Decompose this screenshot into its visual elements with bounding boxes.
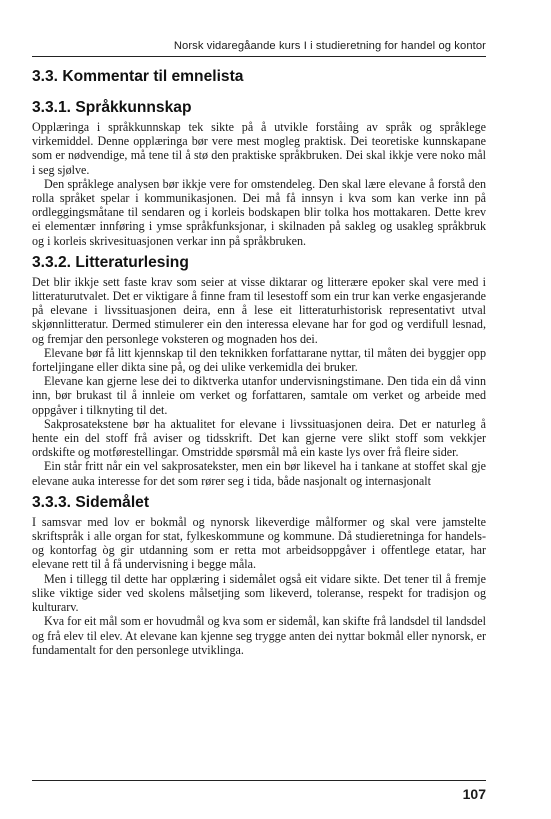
paragraph: Sakprosatekstene bør ha aktualitet for elevane i livssituasjonen deira. Det er naturleg å hente ein del stoff frå aviser og tidsskrift. Det kan gjerne vere slikt stoff som vekkjer ordskifte og motførestellingar. Omstridde spørsmål må ein kaste lys over frå fleire sider. xyxy=(32,416,486,460)
section-heading: 3.3.2. Litteraturlesing xyxy=(32,253,189,271)
section-heading: 3.3.1. Språkkunnskap xyxy=(32,99,192,116)
paragraph: Det blir ikkje sett faste krav som seier at visse diktarar og litterære epoker skal vere med i litteraturutvalet. Det er viktigare å finne fram til lesestoff som ein trur kan verke engasjerande på elevane i livssituasjonen deira, enn å lese eit litteraturhistorisk representativt utval skjønnlitteratur. Dermed stimulerer ein den interessa elevane har for god og verdifull lesnad, og fremjar den personlege voksteren og mognaden hos dei. xyxy=(32,274,486,346)
running-header: Norsk vidaregåande kurs I i studieretning for handel og kontor xyxy=(173,40,486,52)
paragraph: Men i tillegg til dette har opplæring i sidemålet også eit vidare sikte. Det tener til å fremje slike viktige sider ved skolens målsetjing som likeverd, toleranse, respekt for tradisjon og kulturarv. xyxy=(32,571,486,615)
section-sidemalet xyxy=(32,494,486,657)
chapter-heading: 3.3. Kommentar til emnelista xyxy=(32,68,244,85)
book-page xyxy=(32,0,486,819)
paragraph: Ein står fritt når ein vel sakprosatekster, men ein bør likevel ha i tankane at stoffet skal gje elevane auka interesse for det som rører seg i tida, både nasjonalt og internasjonalt xyxy=(32,459,486,488)
section-litteraturlesing xyxy=(32,254,486,488)
paragraph: Den språklege analysen bør ikkje vere for omstendeleg. Den skal lære elevane å forstå den rolla språket spelar i kommunikasjonen. Dei må få innsyn i kva som kan verke inn på ordleggingsmåtane til sendaren og i korleis bodskapen blir tolka hos mottakaren. Dette krev ei elementær innføring i ymse språkfunksjonar, i skilnaden på sakleg og usakleg språkbruk og i korleis skrivesituasjonen verkar inn på språkbruken. xyxy=(32,176,486,248)
paragraph: Elevane bør få litt kjennskap til den teknikken forfattarane nyttar, til måten dei byggjer opp forteljingane eller dikta sine på, og dei ulike verkemidla dei bruker. xyxy=(32,345,486,375)
paragraph: I samsvar med lov er bokmål og nynorsk likeverdige målformer og skal vere jamstelte skriftspråk i alle organ for stat, fylkeskommune og kommune. Då studieretninga for handels- og kontorfag òg gir utdanning som er retta mot arbeidsoppgåver i offentlege etatar, har elevane rett til å få undervisning i begge måla. xyxy=(32,514,486,572)
section-heading: 3.3.3. Sidemålet xyxy=(32,493,150,511)
footer-rule xyxy=(32,780,486,781)
page-content xyxy=(32,68,486,657)
page-number: 107 xyxy=(462,786,486,802)
paragraph: Elevane kan gjerne lese dei to diktverka utanfor undervisningstimane. Den tida ein då vinn inn, bør brukast til å innleie om verket og forfattaren, samtale om verket og arbeide med oppgåver i tilknyting til det. xyxy=(32,374,486,417)
section-sprakkunnskap xyxy=(32,99,486,248)
paragraph: Kva for eit mål som er hovudmål og kva som er sidemål, kan skifte frå landsdel til landsdel og frå elev til elev. At elevane kan kjenne seg trygge anten dei nyttar bokmål eller nynorsk, er fundamentalt for den personlege utviklinga. xyxy=(32,614,486,657)
header-rule xyxy=(32,56,486,57)
paragraph: Opplæringa i språkkunnskap tek sikte på å utvikle forståing av språk og språklege virkemiddel. Denne opplæringa bør vere mest mogleg praktisk. Dei teoretiske kunnskapane som er nødvendige, må tene til å stø den praktiske språkbruken. Dei skal ikkje vere noko mål i seg sjølve. xyxy=(32,120,486,177)
